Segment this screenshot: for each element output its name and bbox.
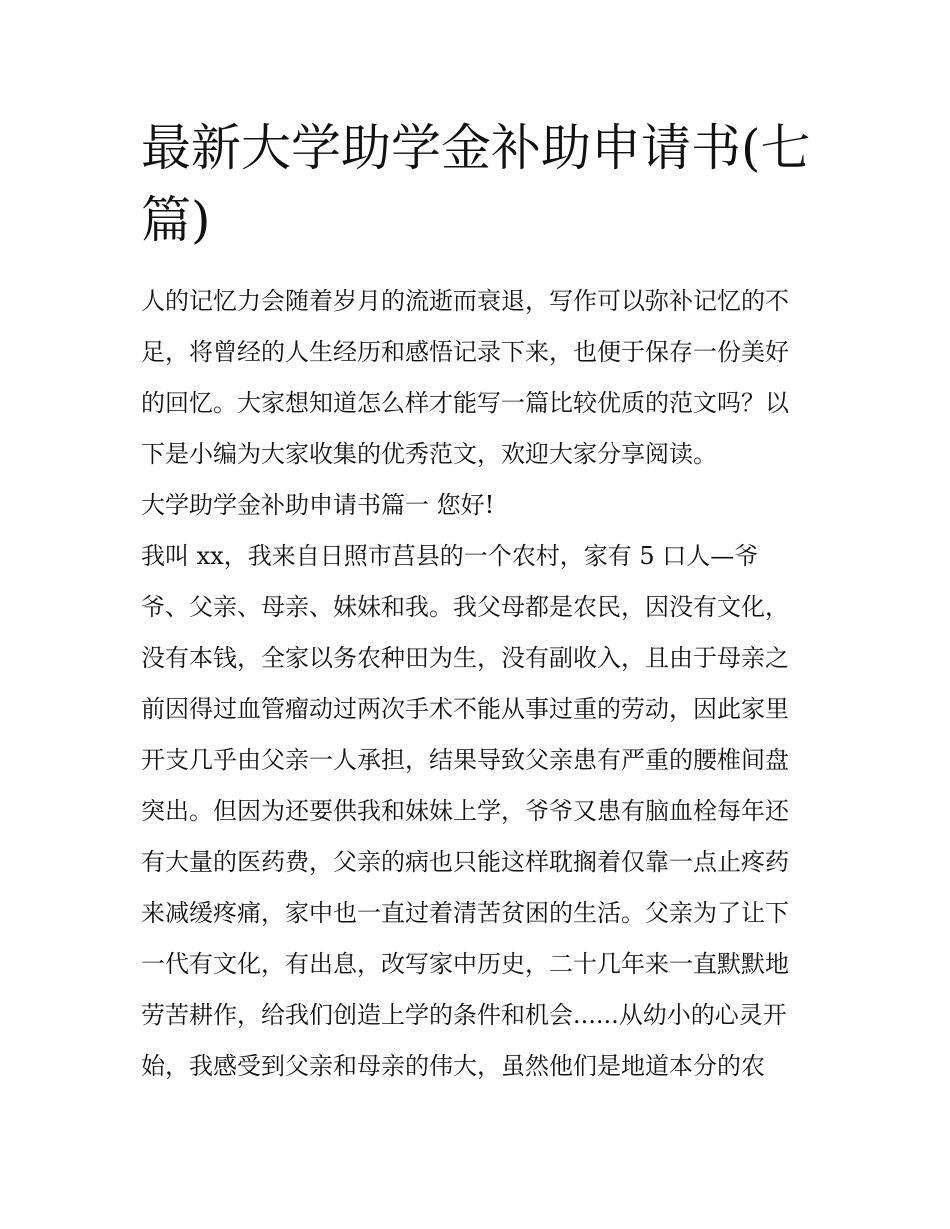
body-line: 一代有文化，有出息，改写家中历史，二十几年来一直默默地	[141, 950, 789, 978]
body-line: 下是小编为大家收集的优秀范文，欢迎大家分享阅读。	[141, 440, 717, 468]
body-line: 开支几乎由父亲一人承担，结果导致父亲患有严重的腰椎间盘	[141, 746, 789, 774]
body-line: 劳苦耕作，给我们创造上学的条件和机会......从幼小的心灵开	[141, 1001, 787, 1029]
body-line: 突出。但因为还要供我和妹妹上学，爷爷又患有脑血栓每年还	[141, 797, 789, 825]
body-line: 有大量的医药费，父亲的病也只能这样耽搁着仅靠一点止疼药	[141, 848, 789, 876]
title-line: 篇)	[141, 191, 211, 249]
title-line: 最新大学助学金补助申请书(七	[141, 119, 811, 177]
document-title	[141, 112, 821, 256]
body-line: 没有本钱，全家以务农种田为生，没有副收入，且由于母亲之	[141, 644, 789, 672]
body-line: 的回忆。大家想知道怎么样才能写一篇比较优质的范文吗？以	[141, 389, 789, 417]
body-line: 足，将曾经的人生经历和感悟记录下来，也便于保存一份美好	[141, 338, 789, 366]
body-line: 始，我感受到父亲和母亲的伟大，虽然他们是地道本分的农	[141, 1052, 765, 1080]
document-body	[141, 276, 821, 1092]
body-line: 我叫 xx，我来自日照市莒县的一个农村，家有 5 口人—爷	[141, 542, 759, 570]
body-line: 来减缓疼痛，家中也一直过着清苦贫困的生活。父亲为了让下	[141, 899, 789, 927]
body-line: 前因得过血管瘤动过两次手术不能从事过重的劳动，因此家里	[141, 695, 789, 723]
section-heading: 大学助学金补助申请书篇一 您好!	[141, 491, 495, 519]
body-line: 人的记忆力会随着岁月的流逝而衰退，写作可以弥补记忆的不	[141, 287, 789, 315]
body-line: 爷、父亲、母亲、妹妹和我。我父母都是农民，因没有文化，	[141, 593, 789, 621]
